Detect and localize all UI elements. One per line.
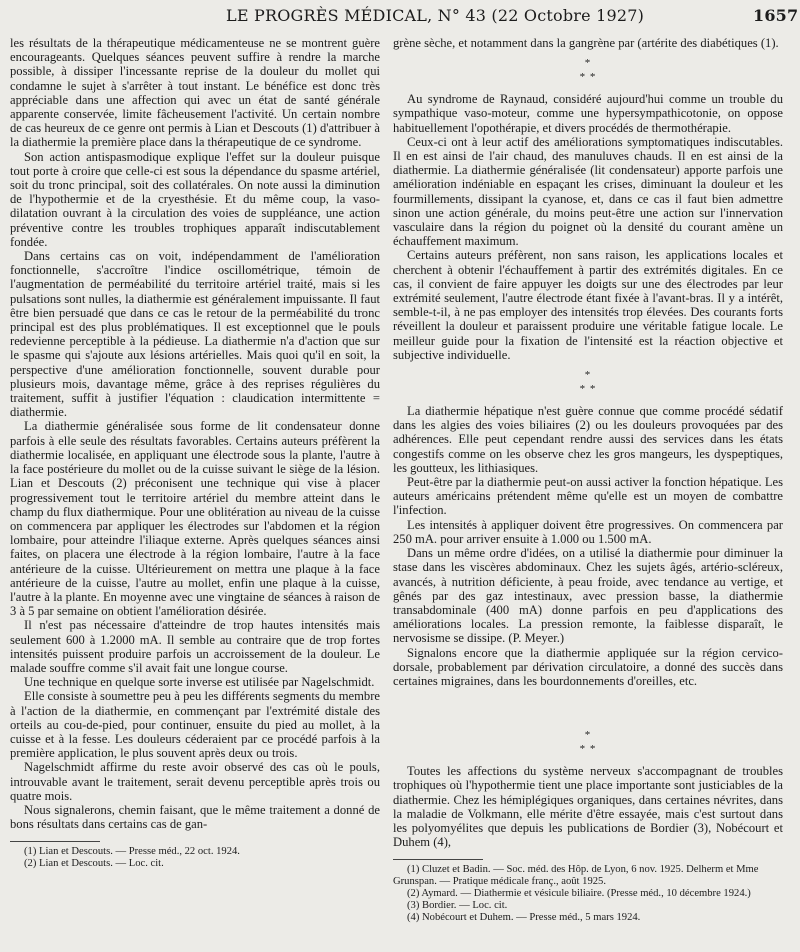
footnote: (2) Aymard. — Diathermie et vésicule biliaire. (Presse méd., 10 décembre 1924.) <box>407 888 751 900</box>
paragraph: Ceux-ci ont à leur actif des améliorations symptomatiques indiscutables. Il en est ainsi de l'air chaud, des manuluves chauds. Il en est ainsi de la diathermie. La diathermie généralisée (lit condensateur) apporte parfois une amélioration indéniable en espaçant les crises, diminuant la douleur et les fourmillements, dissipant la cyanose, et, dans ce cas il faut bien admettre sinon une action générale, du moins peut-être une action sur l'innervation vasculaire dans la région du poignet où la densité du courant amène un échauffement maximum. <box>393 134 783 249</box>
page-header <box>0 4 800 30</box>
footnote-rule <box>10 841 100 842</box>
footnote-rule <box>393 859 483 860</box>
page-number: 1657 <box>753 6 799 25</box>
paragraph: Son action antispasmodique explique l'effet sur la douleur puisque tout porte à croire que celle-ci est sous la dépendance du spasme artériel, soit du tronc principal, soit des collatérales. On note aussi la diminution de l'hypothermie et de la cryesthésie. Et du même coup, la vaso-dilatation ouvrant à la circulation des voies de suppléance, une action préventive contre les troubles trophiques apparaît indiscutablement fondée. <box>10 149 380 249</box>
paragraph: La diathermie généralisée sous forme de lit condensateur donne parfois à elle seule des résultats favorables. Certains auteurs préfèrent la diathermie localisée, en appliquant une électrode sous la plante, l'autre à la face postérieure du mollet ou de la cuisse suivant le siège de la lésion. Lian et Descouts (2) préconisent une technique qui vise à placer progressivement tout le territoire artériel du membre atteint dans le champ du flux diathermique. Pour une oblitération au niveau de la cuisse on commencera par appliquer les électrodes sur l'abdomen et la région lombaire, pour atteindre l'iliaque externe. Après quelques séances ainsi faites, on placera une électrode à la région lombaire, l'autre à la face antérieure de la cuisse. Ultérieurement on mettra une plaque à la face antérieure de la cuisse, l'autre au mollet, enfin une plaque à la cuisse, l'autre à la plante. En moyenne avec une vingtaine de séances à raison de 3 à 5 par semaine on obtient l'amélioration désirée. <box>10 419 380 619</box>
footnote: (1) Lian et Descouts. — Presse méd., 22 oct. 1924. <box>24 846 240 858</box>
running-title: LE PROGRÈS MÉDICAL, N° 43 (22 Octobre 1927) <box>226 6 645 25</box>
paragraph: Certains auteurs préfèrent, non sans raison, les applications locales et cherchent à obtenir l'échauffement à partir des extrémités digitales. En ce cas, il convient de faire appuyer les doigts sur une des électrodes par leur extrémité seulement, l'autre électrode étant fixée à l'avant-bras. Il y a intérêt, semble-t-il, à ne pas employer des intensités trop élevées. Des courants forts réveillent la douleur et paraissent produire une véritable fatigue locale. Le meilleur guide pour la fixation de l'intensité est la réaction objective et subjective individuelle. <box>393 248 783 362</box>
footnote: (2) Lian et Descouts. — Loc. cit. <box>24 858 164 870</box>
section-separator: * * * <box>579 57 597 84</box>
paragraph: Une technique en quelque sorte inverse est utilisée par Nagelschmidt. <box>24 675 375 690</box>
section-separator: * * * <box>579 369 597 396</box>
paragraph: Toutes les affections du système nerveux s'accompagnant de troubles trophiques où l'hypothermie tient une place importante sont justiciables de la diathermie. Chez les hémiplégiques organiques, dans certaines névrites, dans la maladie de Volkmann, elle mérite d'être essayée, mais c'est surtout dans les polyomyélites que depuis les publications de Bordier (3), Nobécourt et Duhem (4), <box>393 764 783 850</box>
paragraph: Nagelschmidt affirme du reste avoir observé des cas où le pouls, introuvable avant le traitement, serait devenu perceptible après trois ou quatre mois. <box>10 760 380 803</box>
paragraph: Dans un même ordre d'idées, on a utilisé la diathermie pour diminuer la stase dans les viscères abdominaux. Chez les sujets âgés, artério-scléreux, avancés, à nutrition déficiente, à peau froide, avec tendance au vertige, et gênés par des gaz intestinaux, avec pression basse, la diathermie transabdominale (400 mA) donne parfois en peu d'applications des améliorations locales. La pression remonte, la faiblesse disparaît, le nervosisme se dissipe. (P. Meyer.) <box>393 546 783 646</box>
paragraph: Nous signalerons, chemin faisant, que le même traitement a donné de bons résultats dans certains cas de gan- <box>10 802 380 832</box>
paragraph: grène sèche, et notamment dans la gangrène par (artérite des diabétiques (1). <box>393 36 779 50</box>
paragraph: Au syndrome de Raynaud, considéré aujourd'hui comme un trouble du sympathique vaso-moteur, comme une hypersympathicotonie, on oppose habituellement l'opothérapie, et divers procédés de thermothérapie. <box>393 92 783 135</box>
footnote: (1) Cluzet et Badin. — Soc. méd. des Hôp. de Lyon, 6 nov. 1925. Delherm et Mme Grunspan. — Pratique médicale franç., août 1925. <box>393 864 759 888</box>
paragraph: Signalons encore que la diathermie appliquée sur la région cervico-dorsale, probablement par dérivation circulatoire, a donné des succès dans certaines migraines, dans les bourdonnements d'oreilles, etc. <box>393 645 783 688</box>
right-column <box>393 36 783 924</box>
section-separator: * * * <box>579 729 597 756</box>
paragraph: Il n'est pas nécessaire d'atteindre de trop hautes intensités mais seulement 600 à 1.2000 mA. Il semble au contraire que de trop fortes intensités puissent produire parfois un accroissement de la douleur. Le malade souffre comme s'il avait fait une longue course. <box>10 618 380 675</box>
paragraph: Elle consiste à soumettre peu à peu les différents segments du membre à l'action de la diathermie, en commençant par l'extrémité distale des orteils au cou-de-pied, pour continuer, ensuite du pied au mollet, à la cuisse et à la fesse. Les douleurs céderaient par ce procédé parfois à la première application, le plus souvent après deux ou trois. <box>10 689 380 761</box>
footnote: (3) Bordier. — Loc. cit. <box>407 900 508 912</box>
paragraph: Les intensités à appliquer doivent être progressives. On commencera par 250 mA. pour arriver ensuite à 1.000 ou 1.500 mA. <box>393 517 783 546</box>
paragraph: Dans certains cas on voit, indépendamment de l'amélioration fonctionnelle, s'accroître l'indice oscillométrique, témoin de l'augmentation de perméabilité du territoire artériel traité, mais si les pulsations sont nulles, la diathermie est généralement impuissante. Il faut être bien persuadé que dans ce cas le retour de la perméabilité du tronc principal est des plus problématiques. Il est exceptionnel que le pouls redevienne perceptible à la pédieuse. La diathermie n'a d'action que sur le spasme qui s'ajoute aux lésions artérielles. Mais quoi qu'il en soit, la perspective d'une amélioration fonctionnelle, souvent durable pour plusieurs mois, davantage même, grâce à des reprises régulières du traitement, suffit à justifier l'équation : claudication intermittente = diathermie. <box>10 249 380 420</box>
paragraph: les résultats de la thérapeutique médicamenteuse ne se montrent guère encourageants. Quelques séances peuvent suffire à rendre la marche possible, à dissiper l'incessante reprise de la douleur du mollet qui condamne le sujet à s'arrêter à tout instant. Le bénéfice est donc très appréciable dans une affection qui avec un état de santé générale apparente conservée, limite fâcheusement l'activité. Un certain nombre de cas heureux de ce genre ont permis à Lian et Descouts (1) d'attribuer à la diathermie la première place dans la thérapeutique de ce syndrome. <box>10 36 380 150</box>
paragraph: La diathermie hépatique n'est guère connue que comme procédé sédatif dans les algies des voies biliaires (2) ou les douleurs provoquées par des adhérences. Elle peut cependant rendre aussi des services dans les états congestifs comme on les observe chez les gros mangeurs, les dyspeptiques, les goutteux, les lithiasiques. <box>393 404 783 475</box>
paragraph: Peut-être par la diathermie peut-on aussi activer la fonction hépatique. Les auteurs américains prétendent même qu'elle est un moyen de combattre l'infection. <box>393 475 783 518</box>
left-column <box>10 36 380 870</box>
footnote: (4) Nobécourt et Duhem. — Presse méd., 5 mars 1924. <box>407 912 641 924</box>
